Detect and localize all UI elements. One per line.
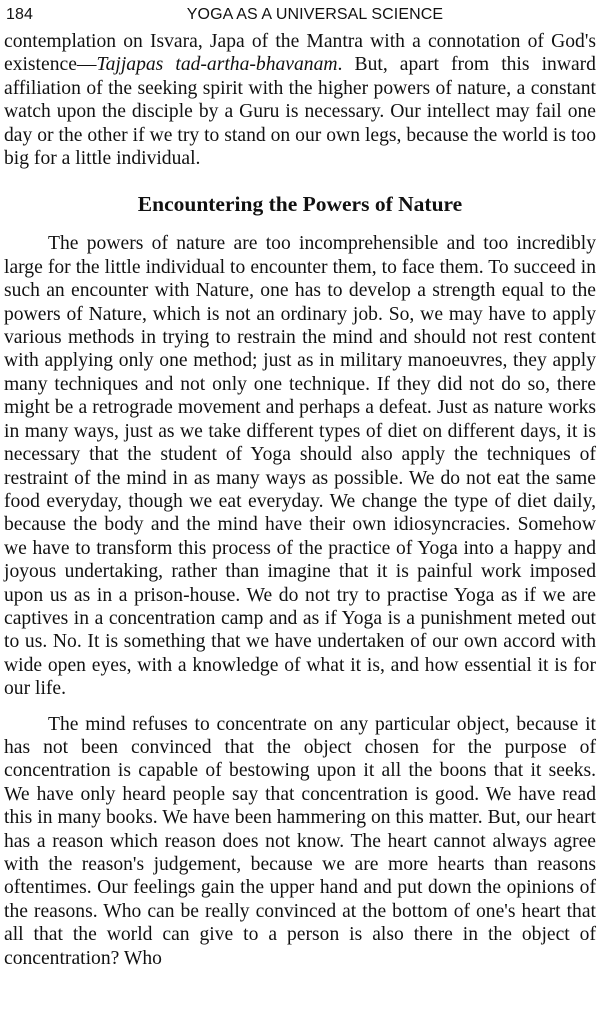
paragraph-1 [4,30,596,170]
section-heading: Encountering the Powers of Nature [137,192,463,217]
running-head [4,0,596,30]
body-text [4,30,596,970]
running-title: YOGA AS A UNIVERSAL SCIENCE [186,6,444,23]
paragraph-1-text-b: . But, apart from this inward affiliation of the seeking spirit with the higher powers of nature, a constant watch upon the disciple by a Guru is necessary. Our intellect may fail one day or the other if we try to stand on our own legs, because the world is too big for a little individual. [4,54,596,170]
paragraph-1-sanskrit-phrase: Tajjapas tad-artha-bhavanam [96,54,338,76]
paragraph-3: The mind refuses to concentrate on any particular object, because it has not been convinced that the object chosen for the purpose of concentration is capable of bestowing upon it all the boons that it seeks. We have only heard people say that concentration is good. We have read this in many books. We have been hammering on this matter. But, our heart has a reason which reason does not know. The heart cannot always agree with the reason's judgement, because we are more hearts than reasons oftentimes. Our feelings gain the upper hand and put down the opinions of the reasons. Who can be really convinced at the bottom of one's heart that all that the world can give to a person is also there in the object of concentration? Who [4,713,596,969]
page-number: 184 [6,6,33,23]
paragraph-1-text-a: contemplation on Isvara, Japa of the Mantra with a connotation of God's existence— [4,31,596,76]
paragraph-2: The powers of nature are too incomprehensible and too incredibly large for the little individual to encounter them, to face them. To succeed in such an encounter with Nature, one has to develop a strength equal to the powers of Nature, which is not an ordinary job. So, we may have to apply various methods in trying to restrain the mind and should not rest content with applying only one method; just as in military manoeuvres, they apply many techniques and not only one technique. If they did not do so, there might be a retrograde movement and perhaps a defeat. Just as nature works in many ways, just as we take different types of diet on different days, it is necessary that the student of Yoga should also apply the techniques of restraint of the mind in as many ways as possible. We do not eat the same food everyday, though we eat everyday. We change the type of diet daily, because the body and the mind have their own idiosyncracies. Somehow we have to transform this process of the practice of Yoga into a happy and joyous undertaking, rather than imagine that it is painful work imposed upon us as in a prison-house. We do not try to practise Yoga as if we are captives in a concentration camp and as if Yoga is a punishment meted out to us. No. It is something that we have undertaken of our own accord with wide open eyes, with a knowledge of what it is, and how essential it is for our life. [4,233,596,700]
